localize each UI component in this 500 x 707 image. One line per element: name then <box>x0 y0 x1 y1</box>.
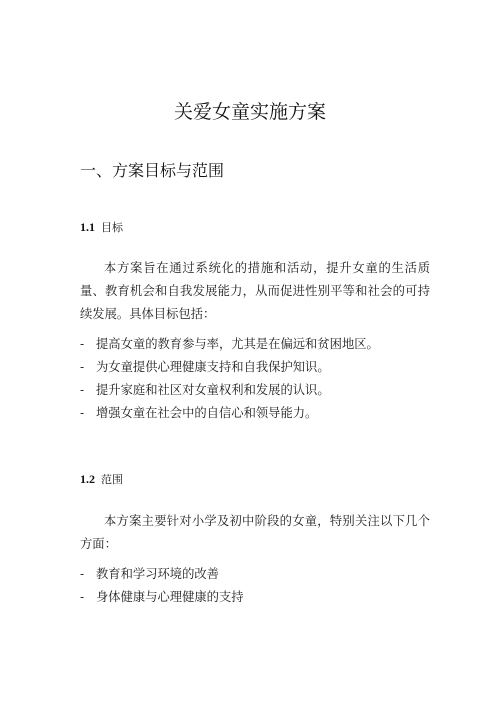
scope-paragraph: 本方案主要针对小学及初中阶段的女童，特别关注以下几个方面： <box>80 514 430 551</box>
list-item <box>80 379 440 402</box>
list-item-text: 提升家庭和社区对女童权利和发展的认识。 <box>96 383 330 397</box>
subsection-number: 1.2 <box>80 472 95 486</box>
goals-list <box>80 333 440 425</box>
scope-list <box>80 563 440 609</box>
subsection-heading-scope <box>80 471 123 488</box>
subsection-heading-goals <box>80 219 123 236</box>
list-item-text: 提高女童的教育参与率，尤其是在偏远和贫困地区。 <box>96 337 379 351</box>
document-title: 关爱女童实施方案 <box>173 101 326 123</box>
bullet-marker: - <box>80 567 85 581</box>
bullet-marker: - <box>80 360 85 374</box>
list-item <box>80 563 440 586</box>
list-item-text: 教育和学习环境的改善 <box>96 567 219 581</box>
section-heading-goals-scope: 一、方案目标与范围 <box>80 161 225 180</box>
list-item <box>80 356 440 379</box>
list-item-text: 增强女童在社会中的自信心和领导能力。 <box>96 406 318 420</box>
list-item-text: 身体健康与心理健康的支持 <box>96 590 244 604</box>
list-item <box>80 586 440 609</box>
list-item <box>80 333 440 356</box>
bullet-marker: - <box>80 383 85 397</box>
list-item-text: 为女童提供心理健康支持和自我保护知识。 <box>96 360 330 374</box>
subsection-label: 目标 <box>101 221 123 234</box>
goals-paragraph: 本方案旨在通过系统化的措施和活动，提升女童的生活质量、教育机会和自我发展能力，从而促进性别平等和社会的可持续发展。具体目标包括： <box>80 261 430 321</box>
bullet-marker: - <box>80 406 85 420</box>
list-item <box>80 402 440 425</box>
bullet-marker: - <box>80 590 85 604</box>
bullet-marker: - <box>80 337 85 351</box>
subsection-number: 1.1 <box>80 220 95 234</box>
subsection-label: 范围 <box>101 473 123 486</box>
